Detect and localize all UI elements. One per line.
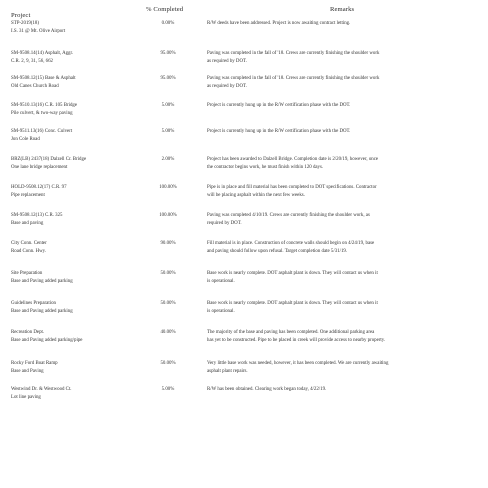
remarks-line: Base work is nearly complete. DOT asphalt plant is down. They will contact us when it <box>207 271 378 276</box>
project-cell <box>11 20 131 37</box>
project-line: Pile culvert, & two-way paving <box>11 111 73 117</box>
project-line: Old Canes Church Road <box>11 84 59 90</box>
project-cell <box>11 102 131 119</box>
project-line: BRZ(LB) 2437(18) Dalzell Cr. Bridge <box>11 157 87 162</box>
project-line: Road Conn. Hwy. <box>11 249 47 255</box>
project-cell <box>11 50 131 67</box>
remarks-line: and paving should follow upon refusal. Target completion date 5/31/19. <box>207 249 348 255</box>
project-line: Pipe replacement <box>11 193 45 199</box>
project-cell <box>11 270 131 287</box>
remarks-line: Paving was completed in the fall of '18. Crews are currently finishing the shoulder work <box>207 76 380 81</box>
percent-cell: 2.00% <box>161 157 175 162</box>
project-cell <box>11 75 131 92</box>
project-cell <box>11 360 131 377</box>
remarks-line: is operational. <box>207 279 235 285</box>
remarks-line: R/W deeds have been addressed. Project is now awaiting contract letting. <box>207 21 351 26</box>
percent-cell: 5.00% <box>161 129 175 134</box>
project-cell <box>11 300 131 317</box>
project-line: Rocky Ford Boat Ramp <box>11 361 58 366</box>
remarks-line: as required by DOT. <box>207 59 247 65</box>
project-line: Base and Paving added parking <box>11 279 73 285</box>
remarks-cell <box>207 128 477 136</box>
project-line: C.R. 2, 9, 31, 56, 662 <box>11 59 53 65</box>
remarks-cell <box>207 102 477 110</box>
remarks-line: Paving was completed in the fall of '18. Crews are currently finishing the shoulder work <box>207 51 380 56</box>
remarks-cell <box>207 386 477 394</box>
percent-column-header: % Completed <box>146 6 184 13</box>
percent-cell: 50.00% <box>160 301 176 306</box>
remarks-cell <box>207 184 477 201</box>
remarks-cell <box>207 20 477 28</box>
remarks-line: Project is currently hung up in the R/W certification phase with the DOT. <box>207 103 351 108</box>
project-line: SM-9511.13(16) Conc. Culvert <box>11 129 73 134</box>
project-cell <box>11 128 131 145</box>
remarks-line: R/W has been obtained. Clearing work began today, 4/22/19. <box>207 387 327 392</box>
project-cell <box>11 156 131 173</box>
percent-cell: 50.00% <box>160 271 176 276</box>
remarks-line: has yet to be constructed. Pipe to be placed in creek will provide access to nearby property. <box>207 338 386 344</box>
remarks-cell <box>207 360 477 377</box>
project-cell <box>11 240 131 257</box>
remarks-cell <box>207 270 477 287</box>
remarks-line: will be placing asphalt within the next few weeks. <box>207 193 305 199</box>
percent-cell: 5.00% <box>161 387 175 392</box>
project-line: HOLD-9508.12(17) C.R. 97 <box>11 185 67 190</box>
project-line: Base and Paving <box>11 369 44 375</box>
remarks-cell <box>207 212 477 229</box>
remarks-cell <box>207 329 477 346</box>
project-line: Site Preparation <box>11 271 43 276</box>
project-line: Base and paving <box>11 221 44 227</box>
remarks-line: Fill material is in place. Construction of concrete walls should begin on 4/24/19, base <box>207 241 375 246</box>
percent-cell: 0.00% <box>161 21 175 26</box>
remarks-cell <box>207 240 477 257</box>
project-cell <box>11 386 131 403</box>
remarks-line: required by DOT. <box>207 221 242 227</box>
project-line: Base and Paving added parking <box>11 309 73 315</box>
project-line: Recreation Dept. <box>11 330 45 335</box>
project-line: SM-9508.14(14) Asphalt, Aggr. <box>11 51 74 56</box>
remarks-column-header: Remarks <box>330 6 355 13</box>
remarks-line: Very little base work was needed, however, it has been completed. We are currently awaiting <box>207 361 389 366</box>
remarks-cell <box>207 75 477 92</box>
percent-cell: 90.00% <box>160 241 176 246</box>
project-line: City Conn. Center <box>11 241 47 246</box>
remarks-line: Base work is nearly complete. DOT asphalt plant is down. They will contact us when it <box>207 301 378 306</box>
percent-cell: 50.00% <box>160 361 176 366</box>
remarks-line: The majority of the base and paving has been completed. One additional parking area <box>207 330 375 335</box>
project-cell <box>11 184 131 201</box>
project-line: Base and Paving added parking/pipe <box>11 338 83 344</box>
remarks-line: is operational. <box>207 309 235 315</box>
project-line: I.S. 31 @ Mt. Olive Airport <box>11 29 66 35</box>
remarks-line: Project is currently hung up in the R/W certification phase with the DOT. <box>207 129 351 134</box>
remarks-line: Pipe is in place and fill material has been completed to DOT specifications. Contractor <box>207 185 377 190</box>
percent-cell: 95.00% <box>160 51 176 56</box>
project-line: SM-9508.12(13) C.R. 325 <box>11 213 63 218</box>
project-line: One lane bridge replacement <box>11 165 68 171</box>
project-line: STP-2019(18) <box>11 21 39 26</box>
remarks-line: asphalt plant repairs. <box>207 369 248 375</box>
project-line: Lot line paving <box>11 395 41 401</box>
project-cell <box>11 212 131 229</box>
project-line: Jon Cole Road <box>11 137 40 143</box>
percent-cell: 100.00% <box>159 185 177 190</box>
project-line: SM-9508.12(15) Base & Asphalt <box>11 76 76 81</box>
project-line: Westwind Dr. & Westwood Ct. <box>11 387 72 392</box>
project-cell <box>11 329 131 346</box>
remarks-cell <box>207 300 477 317</box>
project-line: Guidelines Preparation <box>11 301 56 306</box>
project-column-header: Project <box>11 12 31 19</box>
remarks-line: as required by DOT. <box>207 84 247 90</box>
remarks-cell <box>207 50 477 67</box>
remarks-cell <box>207 156 477 173</box>
remarks-line: Paving was completed 4/10/19. Crews are currently finishing the shoulder work, as <box>207 213 370 218</box>
percent-cell: 100.00% <box>159 213 177 218</box>
percent-cell: 95.00% <box>160 76 176 81</box>
percent-cell: 5.00% <box>161 103 175 108</box>
remarks-line: the contractor begins work, he must finish within 120 days. <box>207 165 324 171</box>
project-line: SM-9510.13(16) C.R. 105 Bridge <box>11 103 78 108</box>
percent-cell: 40.00% <box>160 330 176 335</box>
remarks-line: Project has been awarded to Dalzell Bridge. Completion date is 2/20/19, however, once <box>207 157 379 162</box>
